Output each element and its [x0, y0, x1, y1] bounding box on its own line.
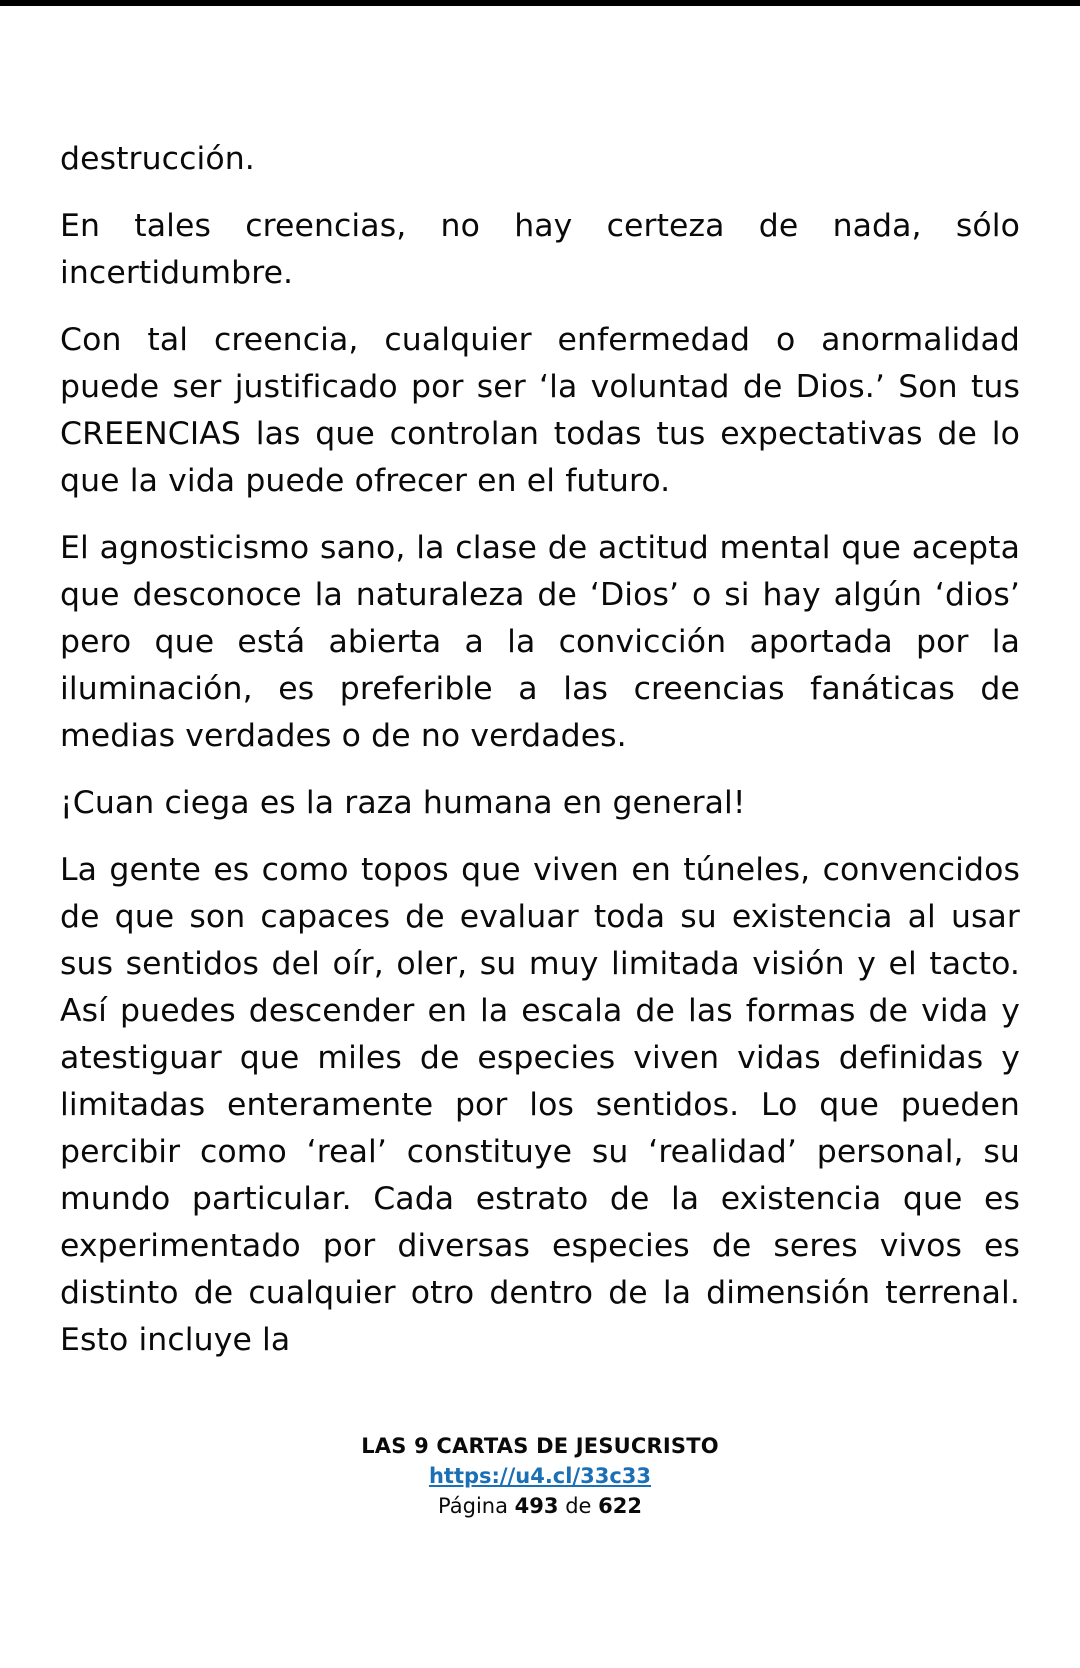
footer-book-title: LAS 9 CARTAS DE JESUCRISTO — [361, 1434, 719, 1458]
footer-page-middle: de — [565, 1494, 592, 1518]
paragraph-2: En tales creencias, no hay certeza de nada, sólo incertidumbre. — [60, 208, 1020, 291]
paragraph-6: La gente es como topos que viven en túneles, convencidos de que son capaces de evaluar toda su existencia al usar sus sentidos del oír, oler, su muy limitada visión y el tacto. Así puedes descender en la escala de las formas de vida y atestiguar que miles de especies viven vidas definidas y limitadas enteramente por los sentidos. Lo que pueden percibir como ‘real’ constituye su ‘realidad’ personal, su mundo particular. Cada estrato de la existencia que es experimentado por diversas especies de seres vivos es distinto de cualquier otro dentro de la dimensión terrenal. Esto incluye la — [60, 852, 1020, 1358]
paragraph-1: destrucción. — [60, 141, 255, 177]
footer-page-prefix: Página — [438, 1494, 508, 1518]
footer-current-page: 493 — [514, 1494, 559, 1518]
footer-total-pages: 622 — [598, 1494, 642, 1518]
document-page — [0, 6, 1080, 1668]
paragraph-3: Con tal creencia, cualquier enfermedad o anormalidad puede ser justificado por ser ‘la voluntad de Dios.’ Son tus CREENCIAS las que controlan todas tus expectativas de lo que la vida puede ofrecer en el futuro. — [60, 322, 1020, 499]
footer-url-link[interactable]: https://u4.cl/33c33 — [428, 1464, 652, 1488]
paragraph-4: El agnosticismo sano, la clase de actitud mental que acepta que desconoce la naturaleza de ‘Dios’ o si hay algún ‘dios’ pero que está abierta a la convicción aportada por la iluminación, es preferible a las creencias fanáticas de medias verdades o de no verdades. — [60, 530, 1020, 754]
paragraph-5: ¡Cuan ciega es la raza humana en general! — [60, 785, 746, 821]
page-footer — [0, 1434, 1080, 1518]
footer-page-number — [0, 1494, 1080, 1518]
